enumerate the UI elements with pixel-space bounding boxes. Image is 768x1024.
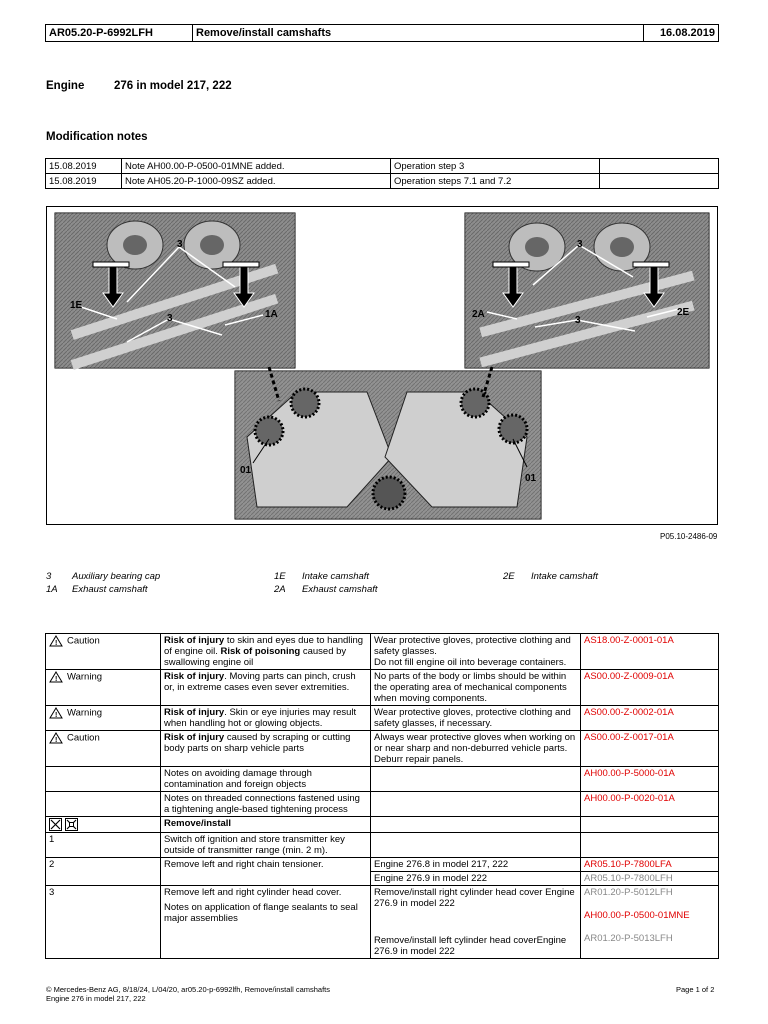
mod-step: Operation step 3	[391, 159, 600, 174]
legend-item: 1E Intake camshaft	[274, 571, 370, 582]
mod-empty	[600, 159, 719, 174]
step-text: Switch off ignition and store transmitter key outside of transmitter range (min. 2 m).	[161, 833, 371, 858]
engine-front-photo	[235, 371, 541, 519]
ref-link[interactable]: AR01.20-P-5013LFH	[584, 933, 673, 944]
table-row	[46, 817, 719, 833]
figure-reference: P05.10-2486-09	[660, 532, 718, 541]
modification-notes-table	[45, 158, 719, 189]
note-text: Notes on avoiding damage through contamination and foreign objects	[161, 767, 371, 792]
table-row	[46, 174, 719, 189]
callout-1A: 1A	[265, 309, 278, 320]
table-row	[46, 706, 719, 731]
mod-note: Note AH00.00-P-0500-01MNE added.	[122, 159, 391, 174]
step-refs	[581, 858, 719, 886]
doc-title: Remove/install camshafts	[193, 25, 644, 42]
callout-3: 3	[575, 315, 581, 326]
mod-date: 15.08.2019	[46, 174, 122, 189]
risk-text: Risk of injury. Moving parts can pinch, crush or, in extreme cases even sever extremities.	[161, 670, 371, 706]
legend-item: 1A Exhaust camshaft	[46, 584, 148, 595]
table-row	[46, 886, 719, 959]
svg-text:!: !	[55, 737, 58, 744]
safety-level: ! Warning	[46, 706, 161, 731]
table-row	[46, 767, 719, 792]
warning-triangle-icon	[49, 635, 63, 647]
left-cylinder-head-photo	[55, 213, 295, 370]
warning-triangle-icon	[49, 671, 63, 683]
safety-ref-link[interactable]: AS00.00-Z-0017-01A	[581, 731, 719, 767]
callout-01: 01	[240, 465, 252, 476]
mod-note: Note AH05.20-P-1000-09SZ added.	[122, 174, 391, 189]
table-row	[46, 792, 719, 817]
step-conditions: Remove/install right cylinder head cover Engine 276.9 in model 222 Remove/install left cylinder head coverEngine 276.9 in model 222	[371, 886, 581, 959]
remove-install-icons	[46, 817, 161, 833]
ref-link[interactable]: AR05.10-P-7800LFH	[581, 871, 718, 884]
legend-item: 2A Exhaust camshaft	[274, 584, 378, 595]
svg-text:!: !	[55, 712, 58, 719]
table-row	[46, 159, 719, 174]
measure-text: Always wear protective gloves when working on or near sharp and non-deburred vehicle parts. Deburr repair panels.	[371, 731, 581, 767]
ref-link[interactable]: AR05.10-P-7800LFA	[584, 859, 672, 870]
warning-triangle-icon	[49, 707, 63, 719]
procedure-table	[45, 633, 719, 959]
safety-level: ! Caution	[46, 634, 161, 670]
engine-value: 276 in model 217, 222	[114, 80, 232, 92]
engine-line	[46, 80, 232, 92]
step-text: Remove left and right chain tensioner.	[161, 858, 371, 886]
table-row	[46, 634, 719, 670]
safety-ref-link[interactable]: AS00.00-Z-0002-01A	[581, 706, 719, 731]
step-conditions: Engine 276.8 in model 217, 222 Engine 276.9 in model 222	[371, 858, 581, 886]
note-ref-link[interactable]: AH00.00-P-5000-01A	[581, 767, 719, 792]
risk-text: Risk of injury to skin and eyes due to handling of engine oil. Risk of poisoning caused by swallowing engine oil	[161, 634, 371, 670]
camshaft-figure	[46, 206, 718, 525]
callout-3: 3	[177, 239, 183, 250]
table-row	[46, 833, 719, 858]
note-ref-link[interactable]: AH00.00-P-0020-01A	[581, 792, 719, 817]
step-text: Remove left and right cylinder head cover. Notes on application of flange sealants to seal major assemblies	[161, 886, 371, 959]
table-row	[46, 670, 719, 706]
install-icon	[65, 818, 78, 831]
mod-date: 15.08.2019	[46, 159, 122, 174]
callout-1E: 1E	[70, 300, 83, 311]
risk-text: Risk of injury caused by scraping or cutting body parts on sharp vehicle parts	[161, 731, 371, 767]
mod-empty	[600, 174, 719, 189]
callout-3: 3	[577, 239, 583, 250]
modification-notes-title: Modification notes	[46, 131, 148, 143]
step-number: 2	[46, 858, 161, 886]
svg-text:!: !	[55, 640, 58, 647]
footer-copyright: © Mercedes-Benz AG, 8/18/24, L/04/20, ar05.20-p-6992lfh, Remove/install camshafts Engine 276 in model 217, 222	[46, 985, 331, 1003]
risk-text: Risk of injury. Skin or eye injuries may result when handling hot or glowing objects.	[161, 706, 371, 731]
mod-step: Operation steps 7.1 and 7.2	[391, 174, 600, 189]
note-text: Notes on threaded connections fastened using a tightening angle-based tightening process	[161, 792, 371, 817]
callout-3: 3	[167, 313, 173, 324]
table-row	[46, 858, 719, 886]
safety-ref-link[interactable]: AS00.00-Z-0009-01A	[581, 670, 719, 706]
table-row	[46, 731, 719, 767]
step-refs	[581, 886, 719, 959]
engine-illustration	[47, 207, 717, 524]
callout-2E: 2E	[677, 307, 690, 318]
svg-text:!: !	[55, 676, 58, 683]
document-header	[45, 24, 719, 42]
legend-item: 2E Intake camshaft	[503, 571, 599, 582]
legend-item: 3 Auxiliary bearing cap	[46, 571, 161, 582]
section-label: Remove/install	[161, 817, 371, 833]
callout-01: 01	[525, 473, 537, 484]
safety-level: ! Caution	[46, 731, 161, 767]
ref-link[interactable]: AR01.20-P-5012LFH	[584, 887, 673, 898]
step-number: 3	[46, 886, 161, 959]
doc-date: 16.08.2019	[644, 25, 719, 42]
right-cylinder-head-photo	[465, 213, 709, 368]
ref-link[interactable]: AH00.00-P-0500-01MNE	[584, 910, 690, 921]
doc-id: AR05.20-P-6992LFH	[46, 25, 193, 42]
safety-level: ! Warning	[46, 670, 161, 706]
page-number: Page 1 of 2	[676, 985, 715, 994]
callout-2A: 2A	[472, 309, 485, 320]
safety-ref-link[interactable]: AS18.00-Z-0001-01A	[581, 634, 719, 670]
measure-text: No parts of the body or limbs should be within the operating area of mechanical components when moving components.	[371, 670, 581, 706]
remove-icon	[49, 818, 62, 831]
warning-triangle-icon	[49, 732, 63, 744]
measure-text: Wear protective gloves, protective clothing and safety glasses. Do not fill engine oil into beverage containers.	[371, 634, 581, 670]
step-number: 1	[46, 833, 161, 858]
engine-label: Engine	[46, 80, 85, 92]
measure-text: Wear protective gloves, protective clothing and safety glasses, if necessary.	[371, 706, 581, 731]
